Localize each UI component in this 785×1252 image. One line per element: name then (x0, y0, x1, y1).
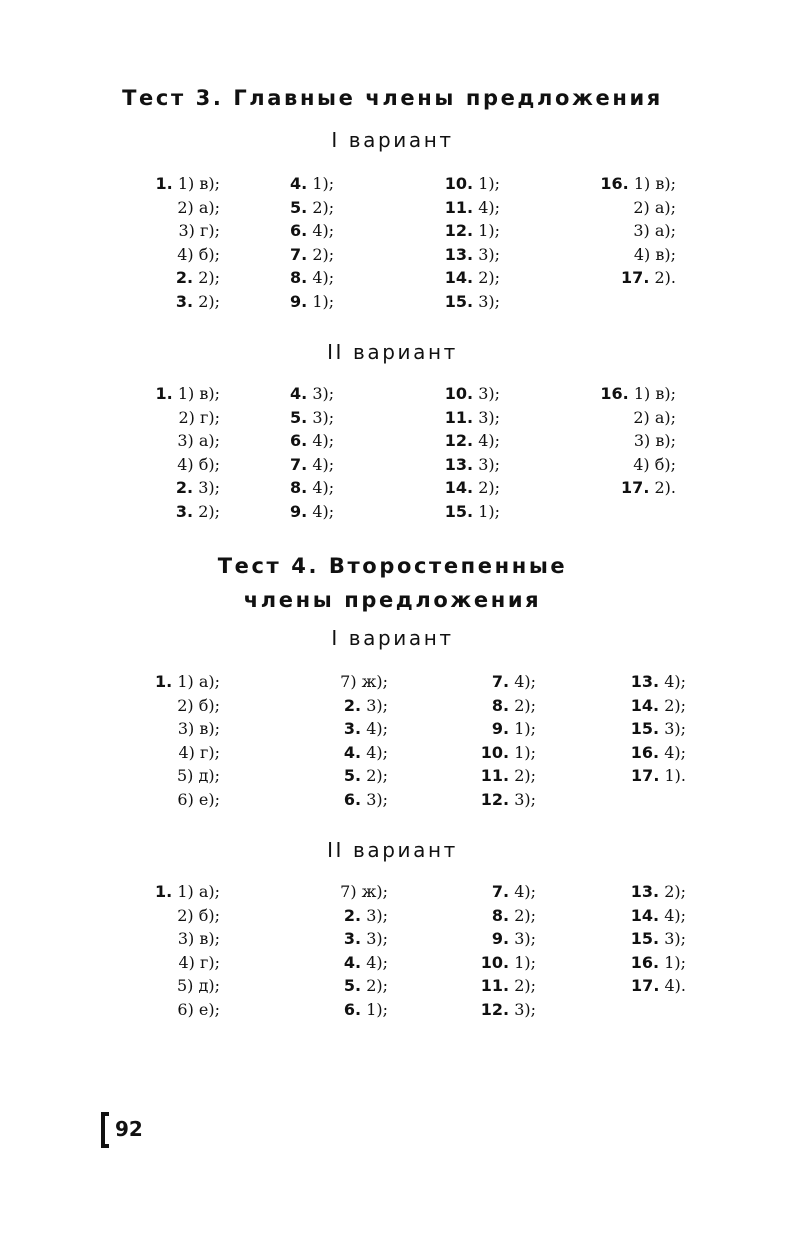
answer-row (100, 453, 220, 477)
answer-row (400, 196, 500, 220)
answer-number: 16. (600, 384, 629, 403)
answer-row (290, 196, 370, 220)
answer-row (580, 670, 686, 694)
test4-v2-col2 (280, 880, 388, 1021)
answer-text: 2); (312, 244, 335, 264)
answer-row (430, 764, 536, 788)
answer-text: 3) в); (177, 719, 220, 738)
answer-row (100, 788, 220, 812)
answer-text: 4); (312, 478, 335, 497)
answer-text: 7) ж); (340, 672, 388, 691)
answer-text: 1) а); (177, 882, 220, 901)
answer-text: 1) в); (633, 174, 676, 193)
test4-v2-col4 (580, 880, 686, 998)
answer-text: 2); (366, 976, 388, 995)
answer-row (400, 476, 500, 500)
answer-number: 2. (343, 695, 362, 715)
answer-number: 2. (343, 905, 362, 925)
answer-number: 9. (290, 291, 308, 311)
answer-text: 2). (654, 268, 676, 287)
answer-row (580, 927, 686, 951)
answer-row (100, 927, 220, 951)
answer-row (290, 219, 370, 243)
answer-text: 2) б); (177, 905, 220, 925)
answer-number: 8. (491, 905, 510, 925)
answer-text: 2); (514, 976, 536, 995)
answer-row (430, 670, 536, 694)
answer-text: 2); (664, 695, 686, 715)
answer-number: 4. (290, 174, 308, 193)
answer-text: 5) д); (177, 976, 220, 995)
answer-number: 6. (343, 999, 362, 1019)
answer-text: 4); (312, 454, 335, 474)
answer-number: 3. (343, 929, 362, 948)
answer-row (430, 951, 536, 975)
answer-text: 2) б); (177, 695, 220, 715)
answer-text: 3); (478, 244, 500, 264)
answer-row (290, 382, 370, 406)
answer-text: 2); (478, 268, 500, 287)
answer-text: 4) г); (178, 742, 220, 762)
answer-number: 15. (444, 501, 474, 521)
answer-row (280, 927, 388, 951)
answer-row (100, 172, 220, 196)
answer-row (580, 406, 676, 430)
answer-row (100, 764, 220, 788)
answer-row (290, 429, 370, 453)
answer-row (400, 382, 500, 406)
answer-text: 4) г); (178, 952, 220, 972)
answer-text: 2) а); (633, 407, 676, 427)
test4-v1-col4 (580, 670, 686, 788)
answer-row (280, 670, 388, 694)
answer-row (580, 880, 686, 904)
answer-number: 17. (631, 766, 660, 785)
answer-row (100, 741, 220, 765)
answer-text: 1) в); (177, 384, 220, 403)
page-number: 92 (115, 1117, 143, 1141)
answer-text: 3); (366, 789, 388, 809)
test3-v2-col2 (290, 382, 370, 523)
answer-number: 5. (290, 197, 308, 217)
answer-row (280, 998, 388, 1022)
answer-row (100, 880, 220, 904)
answer-text: 4); (312, 221, 335, 240)
answer-row (280, 694, 388, 718)
answer-text: 1); (514, 742, 536, 762)
answer-number: 2. (175, 478, 194, 497)
answer-text: 1); (478, 174, 500, 193)
answer-row (580, 266, 676, 290)
answer-text: 3); (478, 454, 500, 474)
answer-number: 3. (175, 291, 194, 311)
answer-text: 3); (514, 789, 536, 809)
answer-text: 2); (514, 905, 536, 925)
answer-text: 3); (312, 407, 335, 427)
answer-row (430, 904, 536, 928)
answer-text: 3); (478, 291, 500, 311)
test4-title-line2: члены предложения (243, 588, 542, 612)
answer-row (280, 741, 388, 765)
answer-number: 15. (630, 719, 660, 738)
answer-number: 17. (621, 268, 650, 287)
answer-number: 7. (290, 454, 308, 474)
answer-number: 9. (491, 929, 510, 948)
answer-row (400, 500, 500, 524)
test4-variant2-label: II вариант (327, 838, 458, 862)
answer-text: 2); (198, 501, 220, 521)
answer-text: 4); (478, 197, 500, 217)
answer-text: 4); (366, 742, 388, 762)
test4-title-line1: Тест 4. Второстепенные (217, 554, 568, 578)
answer-row (580, 694, 686, 718)
answer-number: 8. (290, 478, 308, 497)
answer-row (280, 974, 388, 998)
answer-row (580, 904, 686, 928)
answer-number: 10. (480, 952, 510, 972)
answer-row (580, 429, 676, 453)
answer-text: 3); (366, 905, 388, 925)
answer-row (280, 788, 388, 812)
test3-v2-col3 (400, 382, 500, 523)
answer-text: 1); (478, 501, 500, 521)
answer-text: 2) г); (178, 407, 220, 427)
answer-text: 3); (312, 384, 335, 403)
answer-number: 4. (343, 952, 362, 972)
answer-row (430, 741, 536, 765)
answer-text: 4); (312, 501, 335, 521)
test3-v1-col2 (290, 172, 370, 313)
answer-row (580, 382, 676, 406)
answer-row (100, 382, 220, 406)
answer-number: 11. (480, 976, 510, 995)
answer-row (580, 764, 686, 788)
answer-number: 5. (343, 976, 362, 995)
answer-text: 4) в); (633, 244, 676, 264)
answer-number: 15. (444, 291, 474, 311)
test3-variant2-label: II вариант (327, 340, 458, 364)
test3-title: Тест 3. Главные члены предложения (122, 86, 663, 110)
answer-row (100, 406, 220, 430)
answer-text: 2); (478, 478, 500, 497)
answer-row (100, 694, 220, 718)
answer-text: 3) в); (177, 929, 220, 948)
answer-row (100, 219, 220, 243)
answer-row (580, 974, 686, 998)
answer-row (290, 266, 370, 290)
answer-text: 2); (664, 882, 686, 901)
answer-number: 8. (491, 695, 510, 715)
answer-number: 10. (444, 174, 474, 193)
answer-row (280, 717, 388, 741)
answer-text: 3) г); (178, 221, 220, 240)
answer-number: 12. (444, 221, 474, 240)
answer-row (290, 476, 370, 500)
answer-number: 8. (290, 268, 308, 287)
answer-number: 1. (155, 882, 173, 901)
answer-text: 4); (664, 742, 686, 762)
answer-row (100, 717, 220, 741)
answer-row (100, 974, 220, 998)
test3-v2-col1 (100, 382, 220, 523)
answer-text: 3); (366, 929, 388, 948)
answer-number: 5. (290, 407, 308, 427)
answer-text: 4); (366, 719, 388, 738)
answer-text: 4); (514, 672, 536, 691)
answer-number: 6. (343, 789, 362, 809)
answer-row (290, 406, 370, 430)
answer-text: 2); (198, 291, 220, 311)
answer-text: 5) д); (177, 766, 220, 785)
answer-number: 4. (343, 742, 362, 762)
answer-number: 5. (343, 766, 362, 785)
answer-text: 6) е); (177, 999, 220, 1019)
answer-number: 7. (491, 882, 510, 901)
test4-v1-col3 (430, 670, 536, 811)
answer-row (280, 764, 388, 788)
answer-text: 2); (198, 268, 220, 287)
answer-row (100, 290, 220, 314)
answer-text: 2); (514, 695, 536, 715)
answer-number: 1. (155, 384, 173, 403)
answer-number: 11. (480, 766, 510, 785)
answer-row (580, 243, 676, 267)
answer-number: 12. (480, 999, 510, 1019)
answer-text: 3) а); (633, 221, 676, 240)
answer-text: 2); (514, 766, 536, 785)
test3-v1-col4 (580, 172, 676, 290)
answer-number: 6. (290, 221, 308, 240)
answer-text: 1); (514, 952, 536, 972)
answer-row (580, 453, 676, 477)
answer-row (100, 500, 220, 524)
answer-row (280, 904, 388, 928)
answer-number: 13. (630, 672, 660, 691)
answer-row (100, 196, 220, 220)
answer-number: 6. (290, 431, 308, 450)
answer-row (100, 904, 220, 928)
answer-row (580, 172, 676, 196)
answer-row (100, 266, 220, 290)
answer-row (280, 951, 388, 975)
answer-number: 14. (630, 695, 660, 715)
answer-number: 12. (444, 431, 474, 450)
answer-number: 14. (630, 905, 660, 925)
answer-number: 10. (480, 742, 510, 762)
answer-number: 4. (290, 384, 308, 403)
answer-row (100, 670, 220, 694)
answer-text: 6) е); (177, 789, 220, 809)
answer-text: 1); (312, 174, 335, 193)
answer-number: 16. (630, 742, 660, 762)
answer-number: 14. (444, 268, 474, 287)
answer-number: 2. (175, 268, 194, 287)
answer-text: 2) а); (633, 197, 676, 217)
answer-text: 4) б); (177, 244, 220, 264)
answer-number: 7. (491, 672, 510, 691)
answer-row (400, 243, 500, 267)
answer-row (400, 290, 500, 314)
answer-number: 10. (444, 384, 474, 403)
answer-row (580, 196, 676, 220)
answer-text: 2); (312, 197, 335, 217)
answer-row (580, 219, 676, 243)
answer-row (400, 406, 500, 430)
answer-number: 13. (444, 244, 474, 264)
answer-number: 17. (621, 478, 650, 497)
answer-text: 4); (366, 952, 388, 972)
answer-row (580, 951, 686, 975)
answer-row (100, 951, 220, 975)
answer-row (580, 717, 686, 741)
answer-text: 3); (664, 929, 686, 948)
answer-row (100, 476, 220, 500)
answer-text: 4); (664, 672, 686, 691)
answer-text: 3); (514, 999, 536, 1019)
answer-text: 1); (366, 999, 388, 1019)
answer-number: 16. (630, 952, 660, 972)
answer-text: 1); (312, 291, 335, 311)
answer-row (430, 998, 536, 1022)
answer-row (290, 290, 370, 314)
answer-row (430, 927, 536, 951)
answer-row (290, 172, 370, 196)
test3-v1-col1 (100, 172, 220, 313)
answer-text: 3); (478, 384, 500, 403)
answer-text: 4); (478, 431, 500, 450)
answer-row (280, 880, 388, 904)
answer-number: 1. (155, 672, 173, 691)
answer-row (400, 172, 500, 196)
answer-text: 4); (312, 431, 335, 450)
answer-text: 4); (514, 882, 536, 901)
answer-number: 11. (444, 197, 474, 217)
answer-text: 1) а); (177, 672, 220, 691)
test4-v2-col1 (100, 880, 220, 1021)
answer-text: 3) а); (177, 431, 220, 450)
answer-text: 1); (664, 952, 686, 972)
test3-v2-col4 (580, 382, 676, 500)
answer-text: 1) в); (633, 384, 676, 403)
answer-number: 15. (630, 929, 660, 948)
answer-text: 2). (654, 478, 676, 497)
answer-number: 1. (155, 174, 173, 193)
answer-text: 4); (312, 268, 335, 287)
answer-number: 14. (444, 478, 474, 497)
answer-text: 4) б); (633, 454, 676, 474)
answer-row (430, 717, 536, 741)
answer-text: 1); (514, 719, 536, 738)
answer-number: 13. (630, 882, 660, 901)
answer-row (430, 788, 536, 812)
answer-row (400, 219, 500, 243)
test3-variant1-label: I вариант (331, 128, 454, 152)
answer-text: 4); (664, 905, 686, 925)
test4-variant1-label: I вариант (331, 626, 454, 650)
answer-row (290, 453, 370, 477)
answer-number: 16. (600, 174, 629, 193)
answer-number: 9. (491, 719, 510, 738)
answer-row (100, 998, 220, 1022)
answer-text: 3); (198, 478, 220, 497)
answer-number: 3. (175, 501, 194, 521)
answer-text: 2); (366, 766, 388, 785)
test4-v2-col3 (430, 880, 536, 1021)
answer-text: 1) в); (177, 174, 220, 193)
answer-number: 11. (444, 407, 474, 427)
answer-number: 7. (290, 244, 308, 264)
answer-text: 3); (514, 929, 536, 948)
answer-row (580, 476, 676, 500)
answer-text: 3); (664, 719, 686, 738)
answer-number: 17. (631, 976, 660, 995)
test4-v1-col1 (100, 670, 220, 811)
answer-text: 4). (664, 976, 686, 995)
test4-v1-col2 (280, 670, 388, 811)
answer-row (430, 974, 536, 998)
answer-text: 4) б); (177, 454, 220, 474)
answer-row (100, 429, 220, 453)
answer-row (290, 243, 370, 267)
page-bracket (101, 1112, 109, 1148)
answer-text: 7) ж); (340, 882, 388, 901)
answer-text: 3) в); (633, 431, 676, 450)
answer-row (430, 694, 536, 718)
answer-text: 3); (366, 695, 388, 715)
answer-text: 1). (664, 766, 686, 785)
answer-number: 3. (343, 719, 362, 738)
answer-number: 12. (480, 789, 510, 809)
answer-row (400, 429, 500, 453)
answer-text: 2) а); (177, 197, 220, 217)
answer-number: 9. (290, 501, 308, 521)
answer-text: 1); (478, 221, 500, 240)
answer-row (430, 880, 536, 904)
answer-row (100, 243, 220, 267)
answer-row (400, 266, 500, 290)
answer-number: 13. (444, 454, 474, 474)
test3-v1-col3 (400, 172, 500, 313)
answer-row (400, 453, 500, 477)
answer-text: 3); (478, 407, 500, 427)
answer-row (580, 741, 686, 765)
answer-row (290, 500, 370, 524)
